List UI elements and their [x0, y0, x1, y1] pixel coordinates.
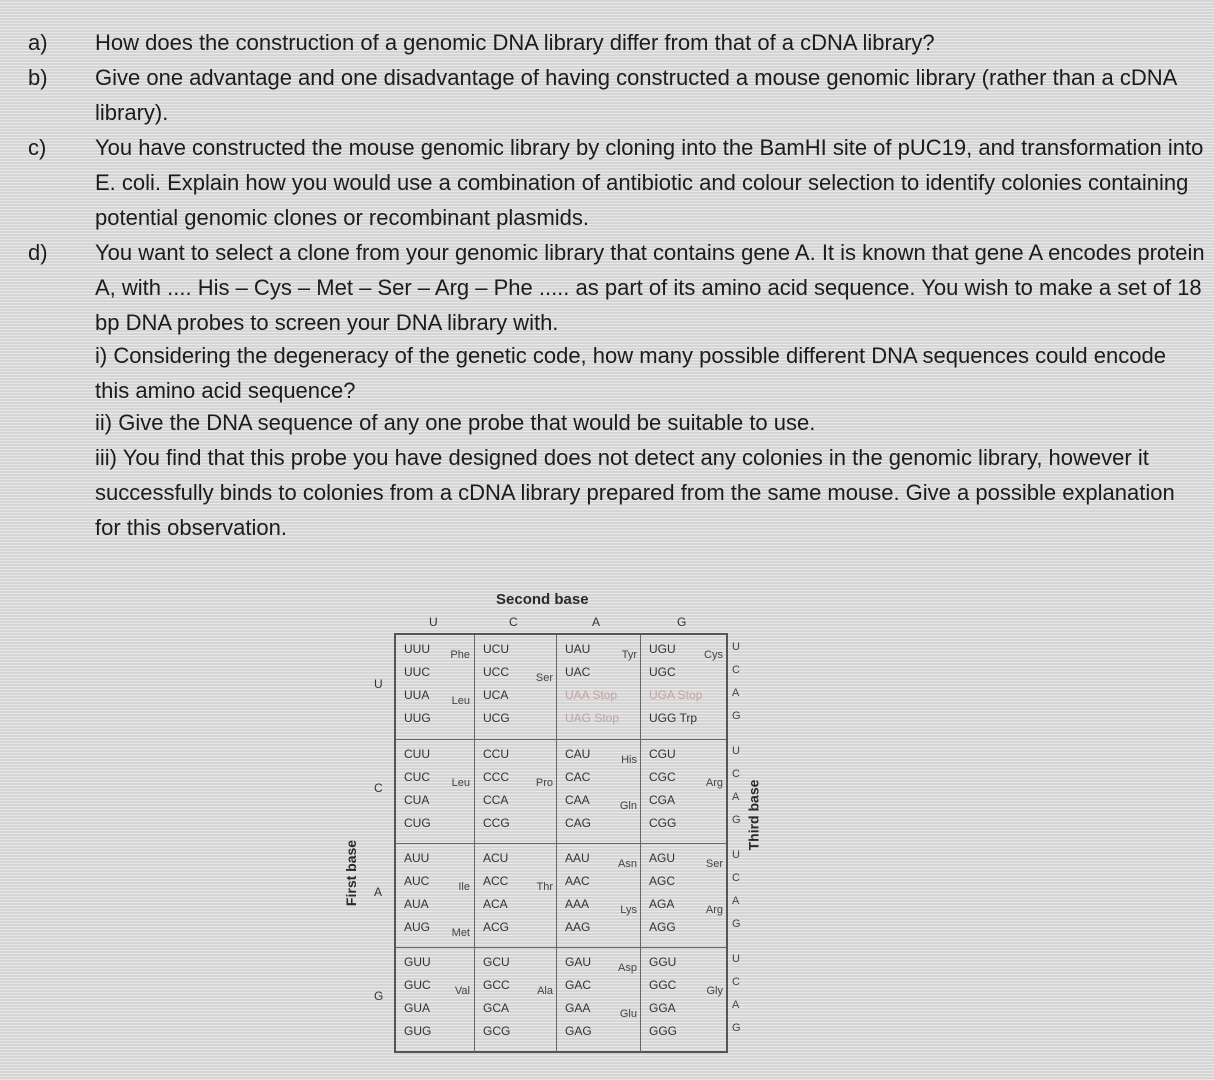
third-base-label: C	[732, 664, 740, 676]
third-base-label: U	[732, 849, 740, 861]
codon-cell	[474, 948, 557, 1052]
codon-row	[396, 635, 726, 739]
codon-cell	[396, 740, 474, 844]
codon: GAU	[565, 955, 592, 969]
codon: AAC	[565, 874, 590, 888]
amino-acid-label: Lys	[620, 904, 637, 916]
codon-cell	[474, 635, 557, 739]
third-base-label: G	[732, 918, 741, 930]
third-base-label: C	[732, 976, 740, 988]
codon: CUU	[404, 747, 430, 761]
codon: AGU	[649, 851, 676, 865]
codon-cell	[474, 740, 557, 844]
codon: CCA	[483, 793, 509, 807]
codon-cell	[396, 948, 474, 1052]
subquestion-text: You find that this probe you have designed does not detect any colonies in the genomic library, however it successfully binds to colonies from a cDNA library prepared from the same mouse. Give a possible explanation for this observation.	[95, 445, 1175, 540]
codon: AAG	[565, 920, 591, 934]
codon: AAU	[565, 851, 590, 865]
codon-cell	[556, 948, 641, 1052]
codon: UCA	[483, 688, 509, 702]
codon: GGG	[649, 1024, 678, 1038]
third-base-label: G	[732, 1022, 741, 1034]
third-base-label: U	[732, 641, 740, 653]
amino-acid-label: Asn	[618, 858, 637, 870]
codon: AAA	[565, 897, 590, 911]
codon: GUA	[404, 1001, 431, 1015]
codon: UGG Trp	[649, 711, 698, 725]
codon: CGG	[649, 816, 677, 830]
codon: AGA	[649, 897, 675, 911]
codon: CAU	[565, 747, 591, 761]
question-label: b)	[28, 65, 48, 90]
subquestion-label: ii)	[95, 410, 113, 435]
codon-cell	[640, 948, 727, 1052]
codon: AUA	[404, 897, 429, 911]
amino-acid-label: Leu	[451, 777, 470, 789]
amino-acid-label: Met	[451, 927, 470, 939]
codon: GAC	[565, 978, 592, 992]
question-text: You want to select a clone from your genomic library that contains gene A. It is known that gene A encodes protein A, with .... His – Cys – Met – Ser – Arg – Phe ..... as part of its amino acid sequence. You wish to make a set of 18 bp DNA probes to screen your DNA library with.	[95, 240, 1205, 335]
amino-acid-label: Ser	[535, 672, 553, 684]
amino-acid-label: His	[621, 754, 637, 766]
codon: CGC	[649, 770, 676, 784]
codon: UUC	[404, 665, 430, 679]
codon: ACU	[483, 851, 509, 865]
subquestion-text: Considering the degeneracy of the genetic code, how many possible different DNA sequences could encode this amino acid sequence?	[95, 343, 1166, 403]
amino-acid-label: Gly	[706, 985, 723, 997]
second-base-label: U	[429, 615, 438, 629]
codon: AUU	[404, 851, 430, 865]
codon: UAU	[565, 642, 591, 656]
codon: AGC	[649, 874, 676, 888]
third-base-label: U	[732, 745, 740, 757]
subquestion-label: iii)	[95, 445, 117, 470]
codon: CCU	[483, 747, 509, 761]
second-base-label: G	[677, 615, 687, 629]
amino-acid-label: Phe	[450, 649, 470, 661]
amino-acid-label: Pro	[535, 777, 553, 789]
codon: UCC	[483, 665, 509, 679]
codon-table	[340, 585, 760, 1055]
codon-row	[396, 947, 726, 1052]
third-base-label: U	[732, 953, 740, 965]
codon-cell	[640, 844, 727, 948]
codon: UGA Stop	[649, 688, 703, 702]
codon: CUA	[404, 793, 430, 807]
third-base-title: Third base	[745, 779, 762, 851]
second-base-label: C	[509, 615, 518, 629]
codon: GGA	[649, 1001, 676, 1015]
codon: GGU	[649, 955, 677, 969]
codon-cell	[556, 844, 641, 948]
codon: GAA	[565, 1001, 591, 1015]
codon-cell	[640, 740, 727, 844]
amino-acid-label: Leu	[451, 695, 470, 707]
second-base-label: A	[592, 615, 601, 629]
codon: CCC	[483, 770, 509, 784]
amino-acid-label: Thr	[536, 881, 553, 893]
codon: CCG	[483, 816, 510, 830]
codon: UAA Stop	[565, 688, 618, 702]
codon-cell	[396, 844, 474, 948]
codon: AUC	[404, 874, 430, 888]
third-base-label: A	[732, 687, 740, 699]
codon: UUG	[404, 711, 431, 725]
codon: UGC	[649, 665, 676, 679]
codon: AGG	[649, 920, 676, 934]
codon: UCU	[483, 642, 509, 656]
codon: UCG	[483, 711, 510, 725]
question-label: d)	[28, 240, 48, 265]
codon: UAG Stop	[565, 711, 620, 725]
third-base-label: A	[732, 999, 740, 1011]
third-base-label: C	[732, 768, 740, 780]
amino-acid-label: Ser	[705, 858, 723, 870]
amino-acid-label: Ala	[537, 985, 553, 997]
third-base-label: A	[732, 791, 740, 803]
codon: GCU	[483, 955, 510, 969]
codon: GAG	[565, 1024, 592, 1038]
first-base-label: C	[374, 781, 383, 795]
codon-grid	[394, 633, 728, 1053]
codon-cell	[396, 635, 474, 739]
codon: GUG	[404, 1024, 432, 1038]
codon: CUC	[404, 770, 430, 784]
codon: GUU	[404, 955, 431, 969]
codon-cell	[474, 844, 557, 948]
second-base-title: Second base	[496, 591, 589, 608]
first-base-label: U	[374, 677, 383, 691]
question-label: a)	[28, 30, 48, 55]
codon: GCG	[483, 1024, 511, 1038]
codon: GUC	[404, 978, 431, 992]
amino-acid-label: Glu	[619, 1008, 637, 1020]
amino-acid-label: Val	[454, 985, 470, 997]
codon: CAG	[565, 816, 592, 830]
codon: UAC	[565, 665, 591, 679]
codon: GGC	[649, 978, 677, 992]
third-base-label: G	[732, 710, 741, 722]
amino-acid-label: Asp	[618, 962, 637, 974]
codon: CUG	[404, 816, 431, 830]
codon: CAA	[565, 793, 590, 807]
codon: ACA	[483, 897, 508, 911]
third-base-label: G	[732, 814, 741, 826]
codon-cell	[640, 635, 727, 739]
subquestion-label: i)	[95, 343, 108, 368]
amino-acid-label: Arg	[705, 904, 723, 916]
codon: GCA	[483, 1001, 510, 1015]
question-label: c)	[28, 135, 47, 160]
amino-acid-label: Ile	[458, 881, 470, 893]
codon: UUA	[404, 688, 430, 702]
question-text: You have constructed the mouse genomic library by cloning into the BamHI site of pUC19, and transformation into E. coli. Explain how you would use a combination of antibiotic and colour selection to identify colonies containing potential genomic clones or recombinant plasmids.	[95, 135, 1204, 230]
third-base-label: A	[732, 895, 740, 907]
codon: CGU	[649, 747, 676, 761]
third-base-label: C	[732, 872, 740, 884]
codon: AUG	[404, 920, 431, 934]
codon-row	[396, 739, 726, 844]
question-text: How does the construction of a genomic DNA library differ from that of a cDNA library?	[95, 30, 935, 55]
codon: CAC	[565, 770, 591, 784]
codon-row	[396, 843, 726, 948]
amino-acid-label: Gln	[619, 800, 637, 812]
codon-cell	[556, 635, 641, 739]
codon-cell	[556, 740, 641, 844]
question-text: Give one advantage and one disadvantage of having constructed a mouse genomic library (rather than a cDNA library).	[95, 65, 1177, 125]
codon: CGA	[649, 793, 676, 807]
subquestion-text: Give the DNA sequence of any one probe that would be suitable to use.	[118, 410, 816, 435]
first-base-label: A	[374, 885, 383, 899]
codon: UGU	[649, 642, 676, 656]
amino-acid-label: Tyr	[621, 649, 637, 661]
codon: ACG	[483, 920, 510, 934]
codon: ACC	[483, 874, 509, 888]
amino-acid-label: Arg	[705, 777, 723, 789]
codon: GCC	[483, 978, 510, 992]
first-base-label: G	[374, 989, 384, 1003]
first-base-title: First base	[343, 839, 360, 907]
amino-acid-label: Cys	[704, 649, 723, 661]
codon: UUU	[404, 642, 430, 656]
